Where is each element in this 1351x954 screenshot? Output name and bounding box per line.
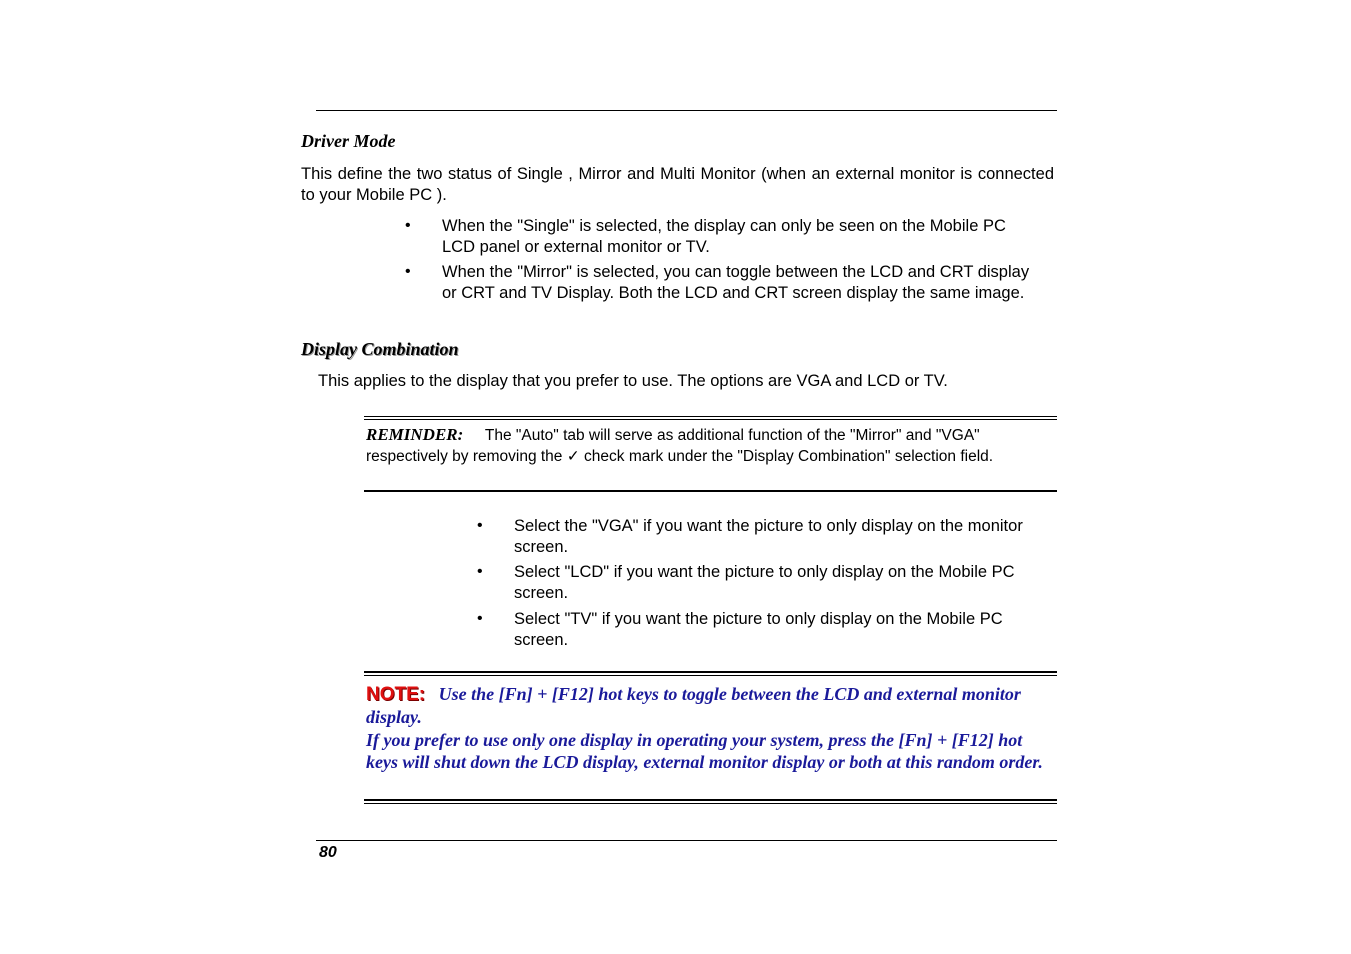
note-top-rule-2	[364, 675, 1057, 676]
bullet-text: Select "TV" if you want the picture to only display on the Mobile PC screen.	[514, 610, 1003, 649]
note-box	[366, 683, 1056, 773]
note-top-rule	[364, 671, 1057, 673]
note-label: NOTE:	[366, 684, 426, 705]
bullet-icon: •	[405, 263, 411, 280]
note-bottom-rule-2	[364, 803, 1057, 804]
note-line2: If you prefer to use only one display in operating your system, press the [Fn] + [F12] hot keys will shut down the LCD display, external monitor display or both at this random order.	[366, 729, 1043, 772]
bullet-text: Select "LCD" if you want the picture to only display on the Mobile PC screen.	[514, 563, 1015, 602]
footer-rule	[316, 840, 1057, 841]
reminder-text: The "Auto" tab will serve as additional function of the "Mirror" and "VGA" respectively by removing the	[366, 427, 980, 465]
reminder-bottom-rule	[364, 490, 1057, 492]
bullet-icon: •	[477, 517, 483, 534]
driver-mode-bullet	[405, 216, 1045, 258]
reminder-box	[366, 424, 1054, 467]
reminder-label: REMINDER:	[366, 425, 464, 444]
note-line1: Use the [Fn] + [F12] hot keys to toggle between the LCD and external monitor display.	[366, 684, 1021, 728]
option-bullet	[477, 562, 1057, 604]
bullet-icon: •	[477, 563, 483, 580]
page-number: 80	[319, 844, 337, 861]
reminder-text-end: check mark under the "Display Combination" selection field.	[579, 448, 994, 465]
header-rule	[316, 110, 1057, 111]
driver-mode-bullet	[405, 262, 1045, 324]
reminder-top-rule-2	[364, 419, 1057, 420]
bullet-text: When the "Single" is selected, the display can only be seen on the Mobile PC LCD panel or external monitor or TV.	[442, 217, 1006, 256]
display-combination-intro: This applies to the display that you prefer to use. The options are VGA and LCD or TV.	[318, 372, 948, 390]
bullet-text: Select the "VGA" if you want the picture to only display on the monitor screen.	[514, 517, 1023, 556]
bullet-icon: •	[477, 610, 483, 627]
note-bottom-rule	[364, 799, 1057, 801]
option-bullet	[477, 516, 1057, 558]
option-bullet	[477, 609, 1057, 651]
check-icon: ✓	[566, 448, 580, 465]
reminder-top-rule	[364, 416, 1057, 417]
driver-mode-heading: Driver Mode	[301, 131, 396, 151]
driver-mode-intro: This define the two status of Single , Mirror and Multi Monitor (when an external monitor is connected to your Mobile PC ).	[301, 165, 1054, 204]
bullet-icon: •	[405, 217, 411, 234]
display-combination-heading: Display Combination	[301, 339, 459, 359]
bullet-text: When the "Mirror" is selected, you can toggle between the LCD and CRT display or CRT and TV Display. Both the LCD and CRT screen display the same image.	[442, 263, 1030, 302]
